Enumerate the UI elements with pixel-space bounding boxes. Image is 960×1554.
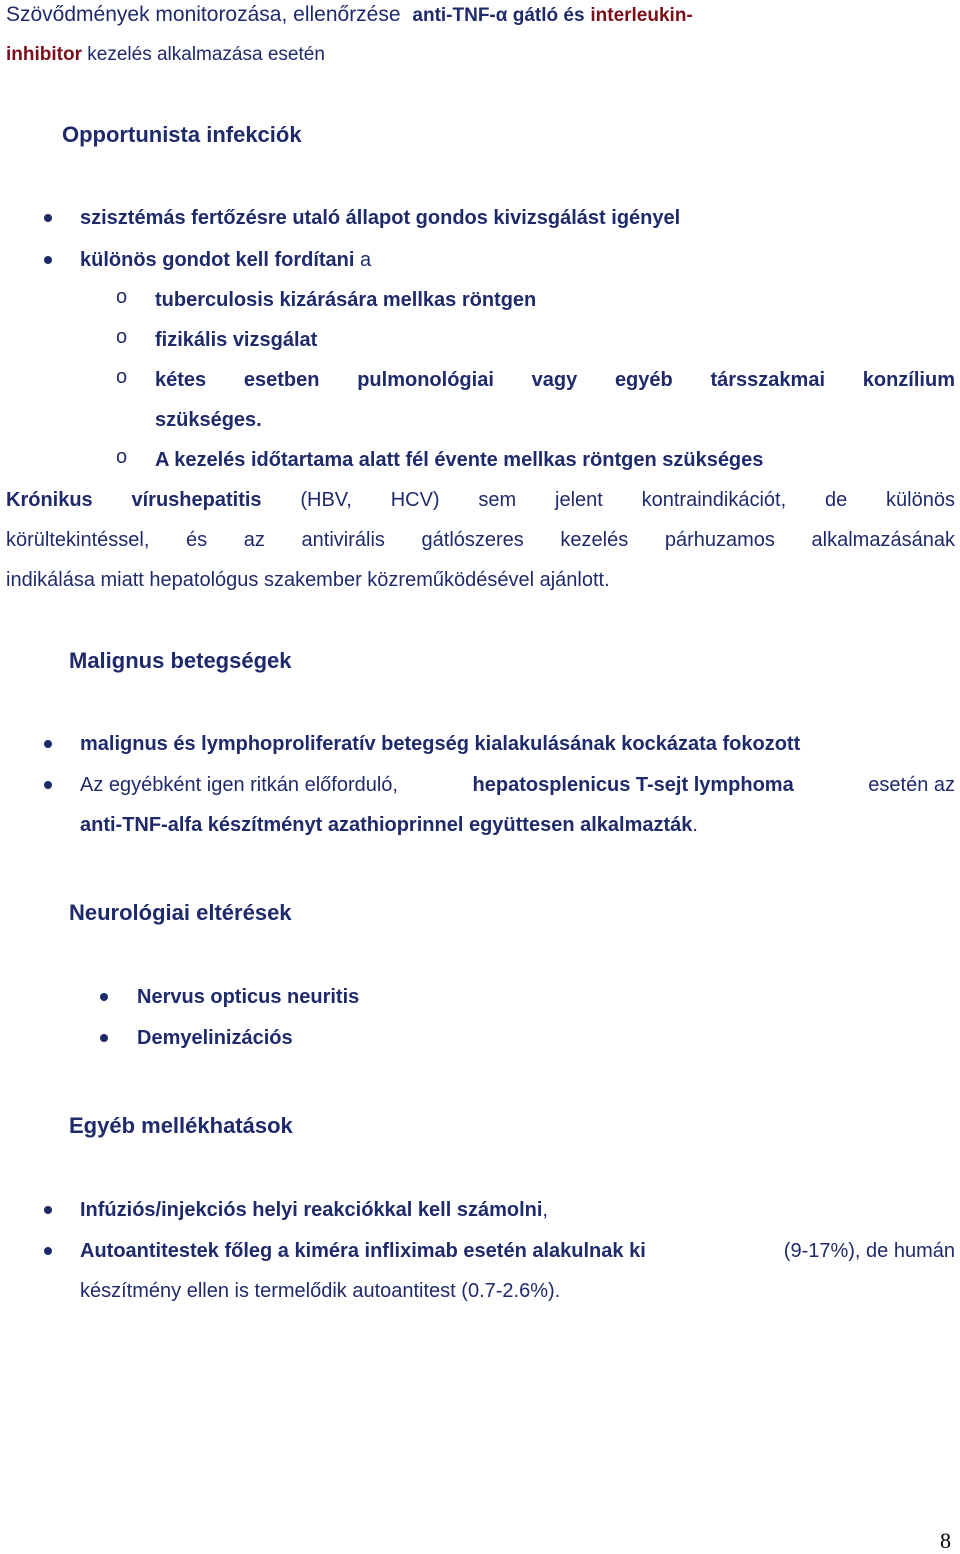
bullet-icon [44,256,52,264]
list-item: Demyelinizációs [137,1027,293,1049]
page-number: 8 [940,1528,951,1553]
word: de [824,489,848,511]
bullet-icon [44,214,52,222]
word: HCV) [390,489,440,511]
document-title-line1 [6,2,693,29]
list-item-bold: különös gondot kell fordítani [80,249,355,271]
word: konzílium [862,369,955,391]
title-part-5: kezelés alkalmazása esetén [87,44,325,65]
list-item-text: , [542,1199,548,1221]
list-item-text: a [360,249,372,271]
list-item-text: Az egyébként igen ritkán előforduló, [80,774,398,796]
sub-list-item-continuation: szükséges. [155,409,262,431]
word: kontraindikációt, [641,489,787,511]
word: társszakmai [710,369,826,391]
list-item [80,773,955,797]
list-item-continuation [80,813,698,837]
word: jelent [555,489,603,511]
bullet-icon [44,781,52,789]
bullet-icon [44,740,52,748]
list-item-text: . [692,814,698,836]
title-part-4: inhibitor [6,44,82,65]
list-item [80,248,371,272]
circle-bullet-icon: o [116,366,128,388]
paragraph-line [6,528,955,552]
word: körültekintéssel, [6,529,150,551]
word: az [243,529,265,551]
word: (HBV, [300,489,352,511]
bullet-icon [100,1034,108,1042]
bullet-icon [44,1247,52,1255]
word: vírushepatitis [131,489,262,511]
word: antivirális [301,529,385,551]
list-item: malignus és lymphoproliferatív betegség kialakulásának kockázata fokozott [80,733,801,755]
word: különös [886,489,955,511]
word: kétes [155,369,207,391]
paragraph-line: indikálása miatt hepatológus szakember közreműködésével ajánlott. [6,569,610,591]
word: pulmonológiai [357,369,494,391]
word: és [186,529,208,551]
word: sem [478,489,517,511]
sub-list-item-justified [155,368,955,392]
bullet-icon [44,1206,52,1214]
circle-bullet-icon: o [116,446,128,468]
title-part-2: anti-TNF-α gátló és [412,5,585,26]
list-item-continuation: készítmény ellen is termelődik autoantitest (0.7-2.6%). [80,1280,561,1302]
word: kezelés [560,529,629,551]
list-item-text: (9-17%), de humán [783,1240,955,1262]
word: párhuzamos [664,529,775,551]
sub-list-item: fizikális vizsgálat [155,329,318,351]
list-item-bold: anti-TNF-alfa készítményt azathioprinnel együttesen alkalmazták [80,814,693,836]
section-heading-malignus: Malignus betegségek [69,648,292,673]
word: gátlószeres [421,529,524,551]
list-item-bold: Autoantitestek főleg a kiméra infliximab esetén alakulnak ki [80,1240,646,1262]
word: Krónikus [6,489,93,511]
word: alkalmazásának [811,529,955,551]
document-title-line2 [6,42,325,68]
section-heading-egyeb: Egyéb mellékhatások [69,1113,293,1138]
list-item [80,1198,548,1222]
section-heading-opportunista: Opportunista infekciók [62,122,302,147]
sub-list-item: A kezelés időtartama alatt fél évente mellkas röntgen szükséges [155,449,764,471]
word: esetben [243,369,320,391]
word: egyéb [614,369,673,391]
list-item: Nervus opticus neuritis [137,986,360,1008]
list-item-bold: Infúziós/injekciós helyi reakciókkal kell számolni [80,1199,543,1221]
sub-list-item: tuberculosis kizárására mellkas röntgen [155,289,537,311]
title-part-1: Szövődmények monitorozása, ellenőrzése [6,3,401,26]
list-item-text: esetén az [868,774,955,796]
word: vagy [531,369,578,391]
list-item: szisztémás fertőzésre utaló állapot gondos kivizsgálást igényel [80,207,681,229]
section-heading-neurologiai: Neurológiai eltérések [69,900,292,925]
list-item-bold: hepatosplenicus T-sejt lymphoma [472,774,794,796]
bullet-icon [100,993,108,1001]
circle-bullet-icon: o [116,286,128,308]
list-item [80,1239,955,1263]
title-part-3: interleukin- [590,5,693,26]
paragraph-line [6,488,955,512]
circle-bullet-icon: o [116,326,128,348]
